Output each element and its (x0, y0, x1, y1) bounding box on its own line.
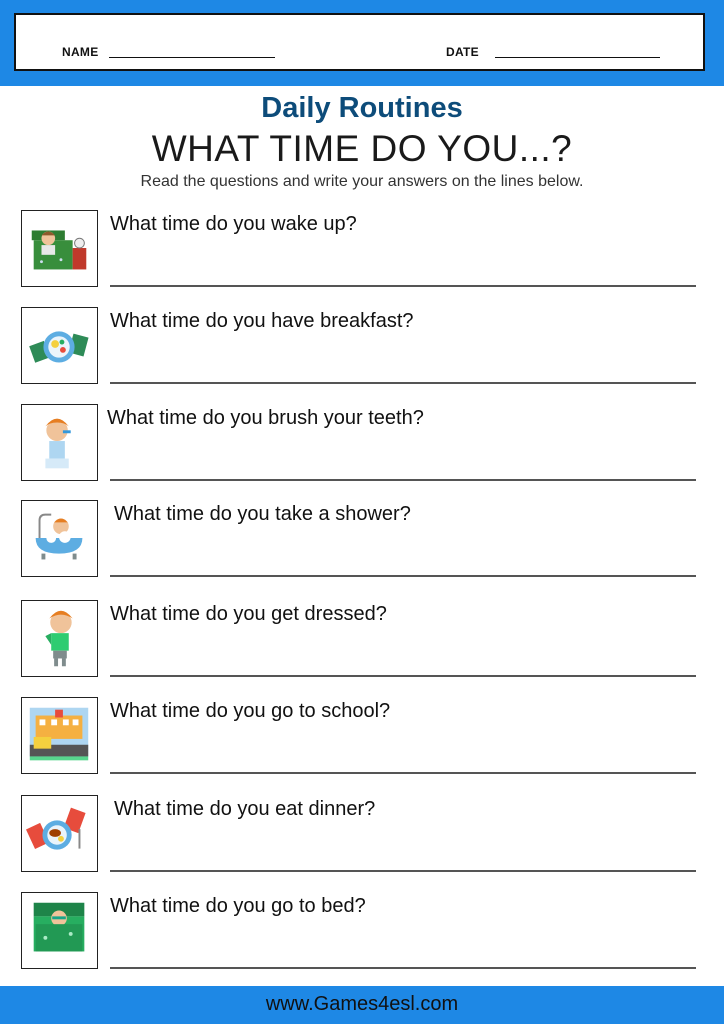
brush-teeth-icon (21, 404, 98, 481)
answer-line[interactable] (110, 870, 696, 872)
answer-line[interactable] (110, 772, 696, 774)
date-label: DATE (446, 45, 479, 59)
question-text: What time do you brush your teeth? (107, 407, 424, 429)
answer-line[interactable] (110, 479, 696, 481)
question-text: What time do you have breakfast? (110, 310, 414, 332)
name-date-box (14, 13, 705, 71)
footer-url[interactable]: www.Games4esl.com (265, 993, 459, 1015)
wake-up-icon (21, 210, 98, 287)
question-text: What time do you go to bed? (110, 895, 366, 917)
answer-line[interactable] (110, 285, 696, 287)
worksheet-subtitle: Daily Routines (261, 92, 463, 124)
question-item (0, 404, 724, 504)
question-item (0, 892, 724, 992)
question-text: What time do you get dressed? (110, 603, 387, 625)
answer-line[interactable] (110, 575, 696, 577)
dinner-icon (21, 795, 98, 872)
date-line (495, 57, 660, 58)
question-item (0, 795, 724, 895)
question-text: What time do you take a shower? (114, 503, 411, 525)
question-item (0, 210, 724, 310)
answer-line[interactable] (110, 382, 696, 384)
bed-icon (21, 892, 98, 969)
shower-icon (21, 500, 98, 577)
question-text: What time do you eat dinner? (114, 798, 376, 820)
name-label: NAME (62, 45, 99, 59)
question-item (0, 307, 724, 407)
answer-line[interactable] (110, 675, 696, 677)
get-dressed-icon (21, 600, 98, 677)
instructions: Read the questions and write your answers on the lines below. (140, 173, 584, 190)
school-icon (21, 697, 98, 774)
question-text: What time do you go to school? (110, 700, 391, 722)
breakfast-icon (21, 307, 98, 384)
question-item (0, 500, 724, 600)
worksheet-title: WHAT TIME DO YOU...? (151, 128, 573, 169)
question-item (0, 600, 724, 700)
question-text: What time do you wake up? (110, 213, 357, 235)
name-line (109, 57, 275, 58)
question-item (0, 697, 724, 797)
answer-line[interactable] (110, 967, 696, 969)
